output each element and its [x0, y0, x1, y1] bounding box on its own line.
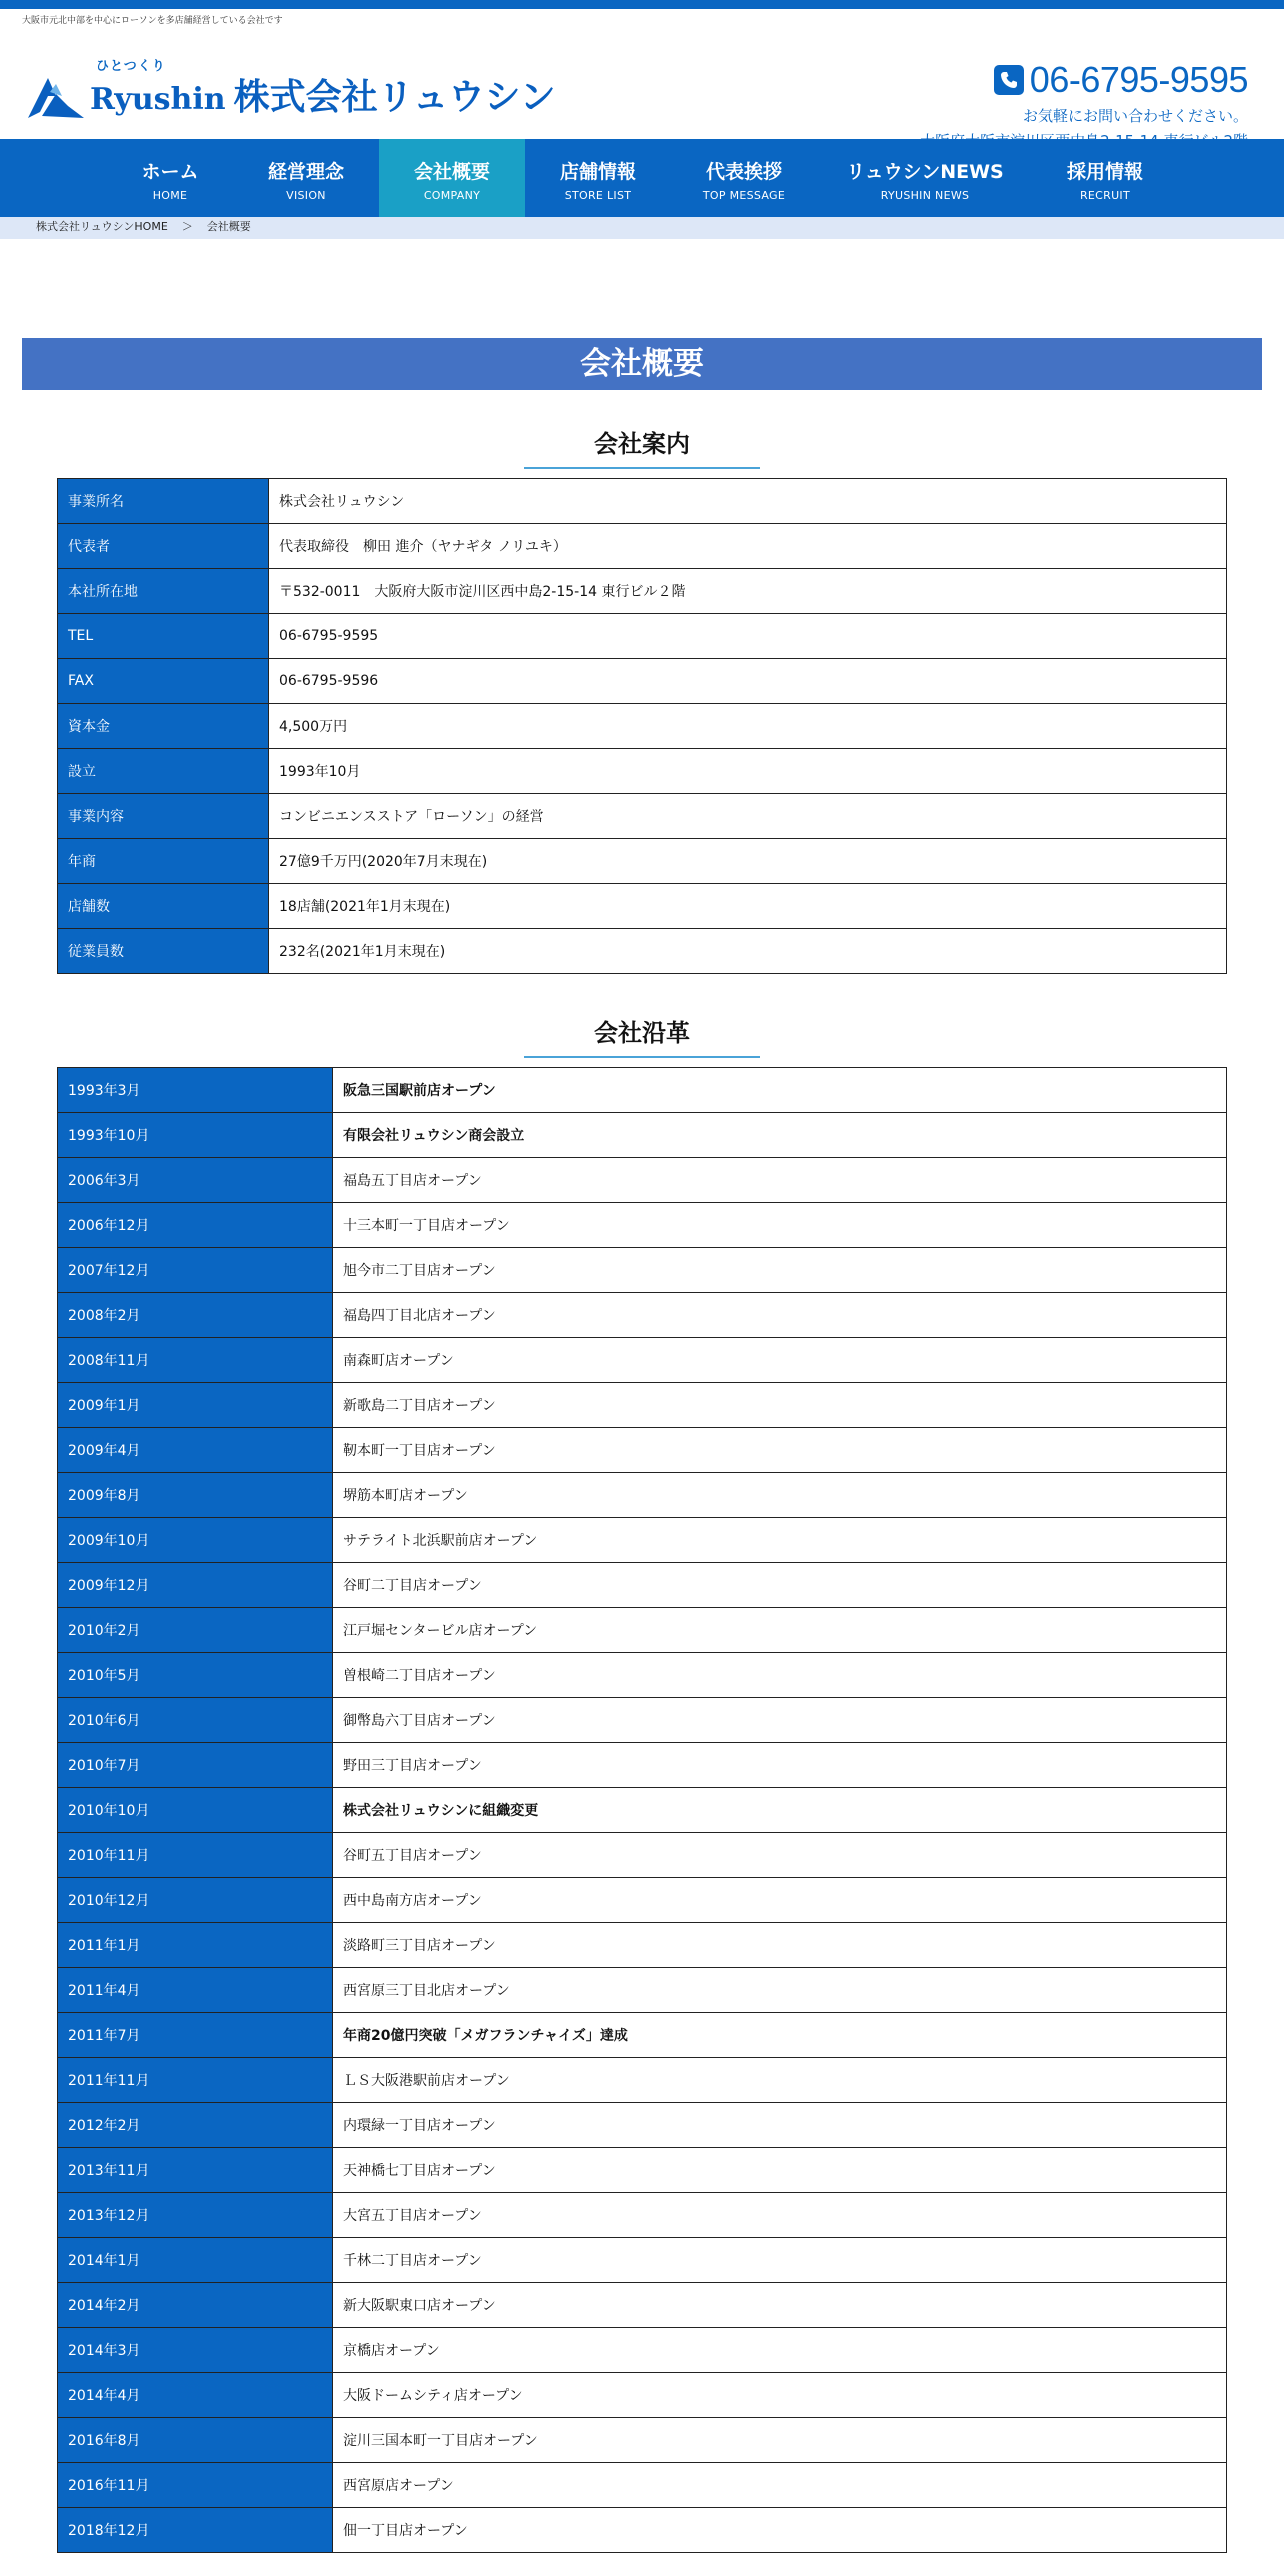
table-row	[58, 2148, 1227, 2193]
table-row	[58, 704, 1227, 749]
logo-text	[90, 59, 556, 120]
table-row	[58, 1068, 1227, 1113]
table-row	[58, 1878, 1227, 1923]
nav-label: 代表挨拶	[705, 161, 782, 183]
nav-top-message[interactable]	[694, 139, 794, 217]
history-heading: 会社沿革	[524, 1013, 760, 1058]
phone-icon	[994, 65, 1024, 95]
table-row	[58, 2328, 1227, 2373]
company_info-value-cell: 〒532-0011 大阪府大阪市淀川区西中島2-15-14 東行ビル２階	[269, 569, 1227, 614]
nav-sublabel: VISION	[286, 189, 326, 202]
company_info-label-cell: 本社所在地	[58, 569, 269, 614]
top-accent-bar	[0, 0, 1284, 9]
history-value-cell: 南森町店オープン	[333, 1338, 1227, 1383]
history-label-cell: 2013年11月	[58, 2148, 333, 2193]
history-label-cell: 2012年2月	[58, 2103, 333, 2148]
nav-sublabel: COMPANY	[423, 189, 481, 202]
table-row	[58, 749, 1227, 794]
history-value-cell: 阪急三国駅前店オープン	[333, 1068, 1227, 1113]
table-row	[58, 1338, 1227, 1383]
table-row	[58, 884, 1227, 929]
logo-name-ja: 株式会社リュウシン	[233, 76, 556, 118]
breadcrumb-current: 会社概要	[206, 220, 251, 233]
contact-note: お気軽にお問い合わせください。	[1022, 107, 1248, 125]
company_info-value-cell: 06-6795-9596	[269, 659, 1227, 704]
company_info-value-cell: 1993年10月	[269, 749, 1227, 794]
table-row	[58, 2238, 1227, 2283]
history-label-cell: 2016年8月	[58, 2418, 333, 2463]
table-row	[58, 1293, 1227, 1338]
table-row	[58, 1923, 1227, 1968]
history-value-cell: 野田三丁目店オープン	[333, 1743, 1227, 1788]
site-header	[0, 29, 1284, 139]
history-label-cell: 2008年2月	[58, 1293, 333, 1338]
history-value-cell: 西宮原三丁目北店オープン	[333, 1968, 1227, 2013]
nav-label: 会社概要	[413, 161, 490, 183]
logo-hiragana: ひとつくり	[96, 59, 166, 74]
history-value-cell: 十三本町一丁目店オープン	[333, 1203, 1227, 1248]
table-row	[58, 1743, 1227, 1788]
table-row	[58, 1203, 1227, 1248]
history-value-cell: 天神橋七丁目店オープン	[333, 2148, 1227, 2193]
table-row	[58, 794, 1227, 839]
table-row	[58, 1608, 1227, 1653]
history-value-cell: 谷町二丁目店オープン	[333, 1563, 1227, 1608]
history-label-cell: 2011年7月	[58, 2013, 333, 2058]
table-row	[58, 1653, 1227, 1698]
table-row	[58, 1968, 1227, 2013]
history-label-cell: 1993年10月	[58, 1113, 333, 1158]
global-nav	[0, 139, 1284, 217]
history-value-cell: 株式会社リュウシンに組織変更	[333, 1788, 1227, 1833]
nav-label: 店舗情報	[559, 161, 636, 183]
nav-label: リュウシンNEWS	[846, 161, 1004, 183]
history-label-cell: 2008年11月	[58, 1338, 333, 1383]
history-heading-wrap	[0, 1013, 1284, 1058]
company-info-heading-wrap	[0, 424, 1284, 469]
table-row	[58, 2418, 1227, 2463]
logo-name-en: Ryushin	[90, 82, 226, 117]
history-value-cell: 淡路町三丁目店オープン	[333, 1923, 1227, 1968]
nav-label: ホーム	[141, 161, 199, 183]
company_info-label-cell: 年商	[58, 839, 269, 884]
nav-recruit[interactable]	[1055, 139, 1155, 217]
history-value-cell: 大宮五丁目店オープン	[333, 2193, 1227, 2238]
table-row	[58, 1158, 1227, 1203]
history-label-cell: 2006年3月	[58, 1158, 333, 1203]
nav-home[interactable]	[126, 139, 214, 217]
history-value-cell: 年商20億円突破「メガフランチャイズ」達成	[333, 2013, 1227, 2058]
header-contact	[920, 59, 1248, 151]
site-logo[interactable]	[26, 59, 556, 120]
nav-label: 採用情報	[1066, 161, 1143, 183]
company_info-value-cell: コンビニエンスストア「ローソン」の経営	[269, 794, 1227, 839]
history-value-cell: 京橋店オープン	[333, 2328, 1227, 2373]
history-value-cell: 堺筋本町店オープン	[333, 1473, 1227, 1518]
table-row	[58, 839, 1227, 884]
history-label-cell: 2009年10月	[58, 1518, 333, 1563]
history-value-cell: 曽根崎二丁目店オープン	[333, 1653, 1227, 1698]
history-value-cell: 御幣島六丁目店オープン	[333, 1698, 1227, 1743]
nav-sublabel: RECRUIT	[1079, 189, 1131, 202]
table-row	[58, 2103, 1227, 2148]
history-label-cell: 2014年1月	[58, 2238, 333, 2283]
table-row	[58, 2058, 1227, 2103]
nav-company[interactable]	[379, 139, 525, 217]
table-row	[58, 1833, 1227, 1878]
company_info-label-cell: 代表者	[58, 524, 269, 569]
history-label-cell: 2014年3月	[58, 2328, 333, 2373]
history-label-cell: 2014年4月	[58, 2373, 333, 2418]
history-value-cell: 福島五丁目店オープン	[333, 1158, 1227, 1203]
table-row	[58, 2373, 1227, 2418]
nav-sublabel: STORE LIST	[564, 189, 632, 202]
nav-sublabel: RYUSHIN NEWS	[880, 189, 970, 202]
site-tagline: 大阪市元北中部を中心にローソンを多店舗経営している会社です	[22, 16, 283, 26]
history-value-cell: 淀川三国本町一丁目店オープン	[333, 2418, 1227, 2463]
company_info-value-cell: 18店舗(2021年1月末現在)	[269, 884, 1227, 929]
table-row	[58, 524, 1227, 569]
history-label-cell: 2010年6月	[58, 1698, 333, 1743]
history-value-cell: 大阪ドームシティ店オープン	[333, 2373, 1227, 2418]
table-row	[58, 569, 1227, 614]
history-label-cell: 2010年12月	[58, 1878, 333, 1923]
nav-sublabel: TOP MESSAGE	[702, 189, 786, 202]
history-value-cell: 新大阪駅東口店オープン	[333, 2283, 1227, 2328]
history-value-cell: 谷町五丁目店オープン	[333, 1833, 1227, 1878]
company_info-value-cell: 代表取締役 柳田 進介（ヤナギタ ノリユキ）	[269, 524, 1227, 569]
table-row	[58, 614, 1227, 659]
history-value-cell: ＬＳ大阪港駅前店オープン	[333, 2058, 1227, 2103]
nav-label: 経営理念	[267, 161, 344, 183]
company_info-value-cell: 06-6795-9595	[269, 614, 1227, 659]
history-label-cell: 2011年4月	[58, 1968, 333, 2013]
history-value-cell: 千林二丁目店オープン	[333, 2238, 1227, 2283]
table-row	[58, 2508, 1227, 2553]
history-label-cell: 2013年12月	[58, 2193, 333, 2238]
nav-sublabel: HOME	[152, 189, 188, 202]
history-label-cell: 2009年8月	[58, 1473, 333, 1518]
history-label-cell: 2010年5月	[58, 1653, 333, 1698]
history-value-cell: 西中島南方店オープン	[333, 1878, 1227, 1923]
table-row	[58, 929, 1227, 974]
table-row	[58, 1383, 1227, 1428]
table-row	[58, 2013, 1227, 2058]
history-value-cell: 佃一丁目店オープン	[333, 2508, 1227, 2553]
table-row	[58, 1428, 1227, 1473]
company_info-value-cell: 27億9千万円(2020年7月末現在)	[269, 839, 1227, 884]
table-row	[58, 2193, 1227, 2238]
breadcrumb-separator: ＞	[181, 220, 193, 233]
history-value-cell: サテライト北浜駅前店オープン	[333, 1518, 1227, 1563]
company-info-table	[57, 478, 1227, 974]
history-label-cell: 2010年7月	[58, 1743, 333, 1788]
company_info-label-cell: FAX	[58, 659, 269, 704]
table-row	[58, 1248, 1227, 1293]
company_info-label-cell: 店舗数	[58, 884, 269, 929]
history-value-cell: 福島四丁目北店オープン	[333, 1293, 1227, 1338]
history-label-cell: 2009年4月	[58, 1428, 333, 1473]
history-label-cell: 2009年1月	[58, 1383, 333, 1428]
table-row	[58, 479, 1227, 524]
table-row	[58, 2463, 1227, 2508]
company_info-label-cell: 従業員数	[58, 929, 269, 974]
history-value-cell: 新歌島二丁目店オープン	[333, 1383, 1227, 1428]
table-row	[58, 1518, 1227, 1563]
breadcrumb	[0, 217, 1284, 239]
table-row	[58, 1698, 1227, 1743]
company_info-value-cell: 4,500万円	[269, 704, 1227, 749]
history-label-cell: 2010年2月	[58, 1608, 333, 1653]
breadcrumb-home-link[interactable]: 株式会社リュウシンHOME	[36, 220, 168, 233]
table-row	[58, 1563, 1227, 1608]
history-label-cell: 2014年2月	[58, 2283, 333, 2328]
history-value-cell: 有限会社リュウシン商会設立	[333, 1113, 1227, 1158]
nav-store-list[interactable]	[548, 139, 648, 217]
history-label-cell: 1993年3月	[58, 1068, 333, 1113]
history-label-cell: 2006年12月	[58, 1203, 333, 1248]
history-label-cell: 2016年11月	[58, 2463, 333, 2508]
history-value-cell: 旭今市二丁目店オープン	[333, 1248, 1227, 1293]
company_info-label-cell: TEL	[58, 614, 269, 659]
company_info-value-cell: 232名(2021年1月末現在)	[269, 929, 1227, 974]
table-row	[58, 1473, 1227, 1518]
history-value-cell: 内環緑一丁目店オープン	[333, 2103, 1227, 2148]
nav-vision[interactable]	[256, 139, 356, 217]
logo-mark-icon	[26, 72, 86, 120]
history-label-cell: 2007年12月	[58, 1248, 333, 1293]
nav-news[interactable]	[845, 139, 1005, 217]
header-phone[interactable]	[920, 59, 1248, 101]
company_info-label-cell: 設立	[58, 749, 269, 794]
company-info-heading: 会社案内	[524, 424, 760, 469]
history-value-cell: 西宮原店オープン	[333, 2463, 1227, 2508]
company_info-label-cell: 資本金	[58, 704, 269, 749]
history-table	[57, 1067, 1227, 2553]
company_info-value-cell: 株式会社リュウシン	[269, 479, 1227, 524]
table-row	[58, 659, 1227, 704]
history-value-cell: 江戸堀センタービル店オープン	[333, 1608, 1227, 1653]
company_info-label-cell: 事業内容	[58, 794, 269, 839]
history-label-cell: 2009年12月	[58, 1563, 333, 1608]
history-label-cell: 2018年12月	[58, 2508, 333, 2553]
history-label-cell: 2010年11月	[58, 1833, 333, 1878]
page-title: 会社概要	[22, 338, 1262, 390]
history-value-cell: 靭本町一丁目店オープン	[333, 1428, 1227, 1473]
table-row	[58, 1113, 1227, 1158]
history-label-cell: 2011年11月	[58, 2058, 333, 2103]
phone-number: 06-6795-9595	[1029, 59, 1248, 100]
table-row	[58, 1788, 1227, 1833]
company_info-label-cell: 事業所名	[58, 479, 269, 524]
history-label-cell: 2010年10月	[58, 1788, 333, 1833]
table-row	[58, 2283, 1227, 2328]
history-label-cell: 2011年1月	[58, 1923, 333, 1968]
